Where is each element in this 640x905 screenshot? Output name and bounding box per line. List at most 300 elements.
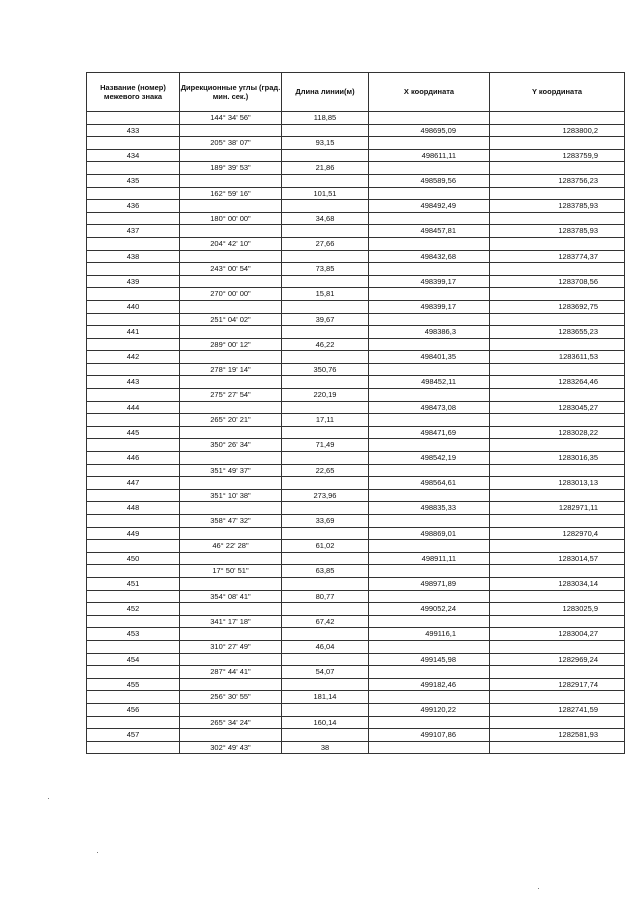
empty-cell [282,552,369,565]
boundary-mark-name-cell: 448 [87,502,180,515]
segment-row [87,716,625,729]
empty-cell [180,401,282,414]
empty-cell [282,275,369,288]
empty-cell [369,464,490,477]
line-length-cell: 80,77 [282,590,369,603]
empty-cell [87,464,180,477]
empty-cell [180,326,282,339]
empty-cell [87,741,180,754]
line-length-cell: 21,86 [282,162,369,175]
segment-row [87,212,625,225]
direction-angle-cell: 350° 26' 34" [180,439,282,452]
empty-cell [490,489,625,502]
empty-cell [282,149,369,162]
point-row [87,149,625,162]
scan-speck [48,798,49,799]
point-row [87,250,625,263]
x-coordinate-cell: 498399,17 [369,300,490,313]
y-coordinate-cell: 1283045,27 [490,401,625,414]
x-coordinate-cell: 499116,1 [369,628,490,641]
line-length-cell: 38 [282,741,369,754]
empty-cell [490,363,625,376]
table-body [87,112,625,754]
empty-cell [369,439,490,452]
empty-cell [87,162,180,175]
empty-cell [369,363,490,376]
empty-cell [490,716,625,729]
boundary-mark-name-cell: 447 [87,477,180,490]
point-row [87,552,625,565]
empty-cell [87,338,180,351]
empty-cell [282,452,369,465]
header-length-column: Длина линии(м) [282,73,369,112]
empty-cell [369,313,490,326]
empty-cell [87,414,180,427]
empty-cell [490,162,625,175]
empty-cell [87,691,180,704]
empty-cell [490,464,625,477]
x-coordinate-cell: 498471,69 [369,426,490,439]
empty-cell [87,389,180,402]
segment-row [87,464,625,477]
empty-cell [369,515,490,528]
segment-row [87,363,625,376]
y-coordinate-cell: 1282969,24 [490,653,625,666]
segment-row [87,112,625,125]
empty-cell [282,628,369,641]
empty-cell [87,565,180,578]
y-coordinate-cell: 1282581,93 [490,729,625,742]
direction-angle-cell: 180° 00' 00" [180,212,282,225]
line-length-cell: 63,85 [282,565,369,578]
boundary-mark-name-cell: 452 [87,603,180,616]
boundary-mark-name-cell: 451 [87,577,180,590]
direction-angle-cell: 189° 39' 53" [180,162,282,175]
boundary-coordinates-table [86,72,625,754]
empty-cell [490,540,625,553]
empty-cell [87,363,180,376]
line-length-cell: 67,42 [282,615,369,628]
segment-row [87,137,625,150]
x-coordinate-cell: 498542,19 [369,452,490,465]
point-row [87,527,625,540]
line-length-cell: 350,76 [282,363,369,376]
empty-cell [369,716,490,729]
empty-cell [369,741,490,754]
direction-angle-cell: 351° 49' 37" [180,464,282,477]
line-length-cell: 17,11 [282,414,369,427]
direction-angle-cell: 270° 00' 00" [180,288,282,301]
empty-cell [180,174,282,187]
empty-cell [369,187,490,200]
x-coordinate-cell: 498473,08 [369,401,490,414]
segment-row [87,741,625,754]
empty-cell [490,137,625,150]
boundary-mark-name-cell: 442 [87,351,180,364]
empty-cell [490,640,625,653]
line-length-cell: 73,85 [282,263,369,276]
empty-cell [369,540,490,553]
empty-cell [490,691,625,704]
line-length-cell: 46,04 [282,640,369,653]
line-length-cell: 46,22 [282,338,369,351]
x-coordinate-cell: 499052,24 [369,603,490,616]
empty-cell [87,489,180,502]
point-row [87,502,625,515]
empty-cell [369,137,490,150]
x-coordinate-cell: 498452,11 [369,376,490,389]
direction-angle-cell: 144° 34' 56" [180,112,282,125]
empty-cell [282,729,369,742]
empty-cell [87,187,180,200]
point-row [87,426,625,439]
empty-cell [369,691,490,704]
boundary-mark-name-cell: 441 [87,326,180,339]
segment-row [87,489,625,502]
boundary-mark-name-cell: 453 [87,628,180,641]
direction-angle-cell: 265° 20' 21" [180,414,282,427]
empty-cell [180,275,282,288]
segment-row [87,338,625,351]
x-coordinate-cell: 499145,98 [369,653,490,666]
direction-angle-cell: 287° 44' 41" [180,666,282,679]
empty-cell [369,640,490,653]
y-coordinate-cell: 1283004,27 [490,628,625,641]
x-coordinate-cell: 498611,11 [369,149,490,162]
y-coordinate-cell: 1283785,93 [490,200,625,213]
empty-cell [282,577,369,590]
point-row [87,200,625,213]
direction-angle-cell: 278° 19' 14" [180,363,282,376]
line-length-cell: 54,07 [282,666,369,679]
line-length-cell: 71,49 [282,439,369,452]
x-coordinate-cell: 498971,89 [369,577,490,590]
segment-row [87,666,625,679]
boundary-mark-name-cell: 433 [87,124,180,137]
empty-cell [87,515,180,528]
empty-cell [369,565,490,578]
empty-cell [369,237,490,250]
empty-cell [180,351,282,364]
point-row [87,351,625,364]
direction-angle-cell: 17° 50' 51" [180,565,282,578]
segment-row [87,288,625,301]
empty-cell [87,615,180,628]
empty-cell [87,540,180,553]
empty-cell [180,502,282,515]
direction-angle-cell: 251° 04' 02" [180,313,282,326]
empty-cell [180,527,282,540]
x-coordinate-cell: 498432,68 [369,250,490,263]
empty-cell [282,527,369,540]
empty-cell [490,389,625,402]
empty-cell [180,628,282,641]
empty-cell [282,376,369,389]
direction-angle-cell: 351° 10' 38" [180,489,282,502]
empty-cell [490,313,625,326]
segment-row [87,590,625,603]
header-x-column: X координата [369,73,490,112]
empty-cell [87,288,180,301]
empty-cell [282,200,369,213]
direction-angle-cell: 243° 00' 54" [180,263,282,276]
line-length-cell: 34,68 [282,212,369,225]
empty-cell [180,452,282,465]
boundary-mark-name-cell: 434 [87,149,180,162]
empty-cell [87,263,180,276]
direction-angle-cell: 205° 38' 07" [180,137,282,150]
line-length-cell: 160,14 [282,716,369,729]
y-coordinate-cell: 1283028,22 [490,426,625,439]
y-coordinate-cell: 1283655,23 [490,326,625,339]
line-length-cell: 15,81 [282,288,369,301]
empty-cell [282,401,369,414]
x-coordinate-cell: 498492,49 [369,200,490,213]
direction-angle-cell: 289° 00' 12" [180,338,282,351]
point-row [87,452,625,465]
empty-cell [490,187,625,200]
empty-cell [180,124,282,137]
empty-cell [490,439,625,452]
segment-row [87,389,625,402]
point-row [87,174,625,187]
empty-cell [180,300,282,313]
empty-cell [282,174,369,187]
boundary-mark-name-cell: 455 [87,678,180,691]
x-coordinate-cell: 498457,81 [369,225,490,238]
empty-cell [369,288,490,301]
empty-cell [282,124,369,137]
x-coordinate-cell: 498589,56 [369,174,490,187]
empty-cell [490,338,625,351]
y-coordinate-cell: 1282970,4 [490,527,625,540]
boundary-mark-name-cell: 446 [87,452,180,465]
x-coordinate-cell: 498564,61 [369,477,490,490]
y-coordinate-cell: 1283756,23 [490,174,625,187]
empty-cell [180,376,282,389]
point-row [87,124,625,137]
x-coordinate-cell: 498399,17 [369,275,490,288]
y-coordinate-cell: 1283708,56 [490,275,625,288]
boundary-mark-name-cell: 438 [87,250,180,263]
x-coordinate-cell: 498386,3 [369,326,490,339]
segment-row [87,414,625,427]
empty-cell [87,716,180,729]
direction-angle-cell: 310° 27' 49" [180,640,282,653]
empty-cell [490,414,625,427]
header-angle-column: Дирекционные углы (град. мин. сек.) [180,73,282,112]
segment-row [87,640,625,653]
boundary-mark-name-cell: 443 [87,376,180,389]
empty-cell [282,653,369,666]
empty-cell [490,263,625,276]
empty-cell [369,263,490,276]
boundary-mark-name-cell: 436 [87,200,180,213]
line-length-cell: 101,51 [282,187,369,200]
y-coordinate-cell: 1283014,57 [490,552,625,565]
empty-cell [180,250,282,263]
empty-cell [282,603,369,616]
point-row [87,628,625,641]
empty-cell [282,225,369,238]
point-row [87,326,625,339]
direction-angle-cell: 302° 49' 43" [180,741,282,754]
empty-cell [369,590,490,603]
header-row [87,73,625,112]
empty-cell [282,351,369,364]
empty-cell [87,590,180,603]
line-length-cell: 118,85 [282,112,369,125]
direction-angle-cell: 46° 22' 28" [180,540,282,553]
line-length-cell: 39,67 [282,313,369,326]
boundary-mark-name-cell: 450 [87,552,180,565]
empty-cell [87,313,180,326]
empty-cell [180,200,282,213]
empty-cell [282,426,369,439]
empty-cell [180,477,282,490]
empty-cell [490,565,625,578]
empty-cell [282,250,369,263]
boundary-mark-name-cell: 435 [87,174,180,187]
segment-row [87,439,625,452]
y-coordinate-cell: 1283785,93 [490,225,625,238]
scan-speck [97,852,98,853]
line-length-cell: 220,19 [282,389,369,402]
x-coordinate-cell: 498835,33 [369,502,490,515]
direction-angle-cell: 162° 59' 16" [180,187,282,200]
scan-speck [538,888,539,889]
empty-cell [282,502,369,515]
boundary-mark-name-cell: 454 [87,653,180,666]
y-coordinate-cell: 1283759,9 [490,149,625,162]
empty-cell [87,666,180,679]
y-coordinate-cell: 1282971,11 [490,502,625,515]
y-coordinate-cell: 1283264,46 [490,376,625,389]
segment-row [87,263,625,276]
empty-cell [87,112,180,125]
x-coordinate-cell: 498869,01 [369,527,490,540]
direction-angle-cell: 341° 17' 18" [180,615,282,628]
point-row [87,729,625,742]
line-length-cell: 273,96 [282,489,369,502]
segment-row [87,187,625,200]
empty-cell [490,666,625,679]
boundary-mark-name-cell: 456 [87,703,180,716]
segment-row [87,237,625,250]
y-coordinate-cell: 1283692,75 [490,300,625,313]
direction-angle-cell: 204° 42' 10" [180,237,282,250]
empty-cell [180,678,282,691]
x-coordinate-cell: 499182,46 [369,678,490,691]
empty-cell [490,288,625,301]
y-coordinate-cell: 1282917,74 [490,678,625,691]
line-length-cell: 93,15 [282,137,369,150]
empty-cell [180,149,282,162]
point-row [87,678,625,691]
empty-cell [490,515,625,528]
line-length-cell: 27,66 [282,237,369,250]
empty-cell [369,112,490,125]
empty-cell [369,489,490,502]
empty-cell [180,653,282,666]
empty-cell [369,389,490,402]
empty-cell [282,678,369,691]
segment-row [87,162,625,175]
line-length-cell: 181,14 [282,691,369,704]
x-coordinate-cell: 499120,22 [369,703,490,716]
boundary-mark-name-cell: 439 [87,275,180,288]
point-row [87,225,625,238]
point-row [87,376,625,389]
direction-angle-cell: 256° 30' 55" [180,691,282,704]
segment-row [87,615,625,628]
segment-row [87,565,625,578]
y-coordinate-cell: 1283611,53 [490,351,625,364]
empty-cell [87,212,180,225]
empty-cell [369,615,490,628]
header-name-column: Название (номер) межевого знака [87,73,180,112]
direction-angle-cell: 265° 34' 24" [180,716,282,729]
point-row [87,653,625,666]
table-header [87,73,625,112]
y-coordinate-cell: 1283013,13 [490,477,625,490]
segment-row [87,691,625,704]
empty-cell [87,640,180,653]
empty-cell [180,729,282,742]
y-coordinate-cell: 1283034,14 [490,577,625,590]
x-coordinate-cell: 499107,86 [369,729,490,742]
empty-cell [490,590,625,603]
point-row [87,275,625,288]
line-length-cell: 33,69 [282,515,369,528]
empty-cell [180,703,282,716]
empty-cell [180,225,282,238]
empty-cell [369,666,490,679]
empty-cell [490,112,625,125]
empty-cell [282,477,369,490]
boundary-mark-name-cell: 457 [87,729,180,742]
boundary-mark-name-cell: 445 [87,426,180,439]
empty-cell [490,615,625,628]
empty-cell [490,212,625,225]
empty-cell [180,426,282,439]
empty-cell [369,212,490,225]
x-coordinate-cell: 498401,35 [369,351,490,364]
empty-cell [180,603,282,616]
point-row [87,477,625,490]
point-row [87,300,625,313]
boundary-mark-name-cell: 440 [87,300,180,313]
x-coordinate-cell: 498911,11 [369,552,490,565]
point-row [87,401,625,414]
empty-cell [490,237,625,250]
empty-cell [490,741,625,754]
direction-angle-cell: 275° 27' 54" [180,389,282,402]
y-coordinate-cell: 1283016,35 [490,452,625,465]
x-coordinate-cell: 498695,09 [369,124,490,137]
point-row [87,603,625,616]
point-row [87,577,625,590]
y-coordinate-cell: 1283774,37 [490,250,625,263]
empty-cell [180,577,282,590]
header-y-column: Y координата [490,73,625,112]
boundary-mark-name-cell: 449 [87,527,180,540]
boundary-mark-name-cell: 437 [87,225,180,238]
empty-cell [369,162,490,175]
empty-cell [180,552,282,565]
direction-angle-cell: 354° 08' 41" [180,590,282,603]
segment-row [87,540,625,553]
